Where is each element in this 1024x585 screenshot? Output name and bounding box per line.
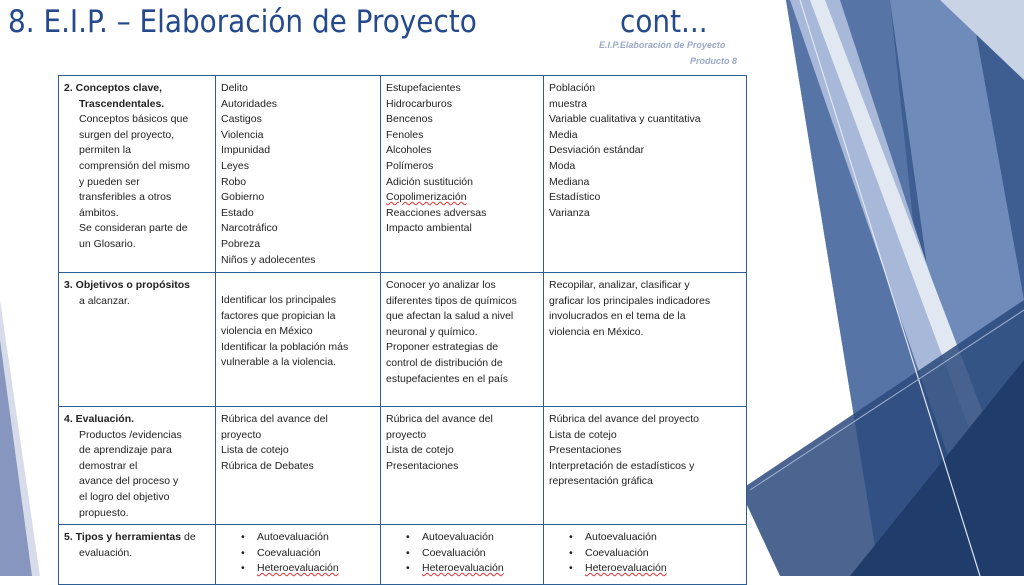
table-row-evaluacion	[59, 407, 747, 525]
list-item: • Coevaluación	[422, 546, 539, 562]
title-text: 8. E.I.P. – Elaboración de Proyecto	[8, 4, 477, 40]
cell-label-conceptos: 2. Conceptos clave, Trascendentales. Conceptos básicos que surgen del proyecto, permiten la comprensión del mismo y pueden ser transferibles a otros ámbitos. Se consideran parte de un Glosario.	[59, 76, 216, 273]
project-table	[58, 75, 747, 585]
list-item: • Heteroevaluación	[585, 561, 742, 577]
list-item: • Heteroevaluación	[257, 561, 376, 577]
left-decoration	[0, 0, 40, 576]
subtitle-project: E.I.P.Elaboración de Proyecto	[599, 40, 726, 50]
cell-evaluacion-estadistica: Rúbrica del avance del proyecto Lista de cotejo Presentaciones Interpretación de estadísticos y representación gráfica	[544, 407, 747, 525]
cell-conceptos-quimica: Estupefacientes Hidrocarburos Bencenos Fenoles Alcoholes Polímeros Adición sustitución Copolimerización Reacciones adversas Impacto ambiental	[381, 76, 544, 273]
cell-conceptos-violencia: Delito Autoridades Castigos Violencia Impunidad Leyes Robo Gobierno Estado Narcotráfico Pobreza Niños y adolecentes	[216, 76, 381, 273]
cell-conceptos-estadistica: Población muestra Variable cualitativa y cuantitativa Media Desviación estándar Moda Mediana Estadístico Varianza	[544, 76, 747, 273]
cell-objetivos-violencia: Identificar los principales factores que propician la violencia en México Identificar la población más vulnerable a la violencia.	[216, 273, 381, 407]
cell-objetivos-estadistica: Recopilar, analizar, clasificar y graficar los principales indicadores involucrados en el tema de la violencia en México.	[544, 273, 747, 407]
list-item: • Coevaluación	[257, 546, 376, 562]
table-row-conceptos	[59, 76, 747, 273]
list-item: • Autoevaluación	[585, 530, 742, 546]
cell-evaluacion-quimica: Rúbrica del avance del proyecto Lista de cotejo Presentaciones	[381, 407, 544, 525]
cell-evaluacion-violencia: Rúbrica del avance del proyecto Lista de cotejo Rúbrica de Debates	[216, 407, 381, 525]
cell-objetivos-quimica: Conocer yo analizar los diferentes tipos de químicos que afectan la salud a nivel neuronal y químico. Proponer estrategias de control de distribución de estupefacientes en el país	[381, 273, 544, 407]
table-row-objetivos	[59, 273, 747, 407]
list-item: • Autoevaluación	[257, 530, 376, 546]
list-item: • Coevaluación	[585, 546, 742, 562]
title-cont: cont...	[620, 4, 708, 40]
list-item: • Heteroevaluación	[422, 561, 539, 577]
cell-label-evaluacion: 4. Evaluación. Productos /evidencias de aprendizaje para demostrar el avance del proceso y el logro del objetivo propuesto.	[59, 407, 216, 525]
subtitle-product: Producto 8	[690, 56, 738, 66]
cell-label-herramientas: 5. Tipos y herramientas de evaluación.	[59, 525, 216, 585]
cell-label-objetivos: 3. Objetivos o propósitos a alcanzar.	[59, 273, 216, 407]
list-item: • Autoevaluación	[422, 530, 539, 546]
right-decoration	[740, 0, 1024, 576]
slide-title	[8, 4, 708, 40]
